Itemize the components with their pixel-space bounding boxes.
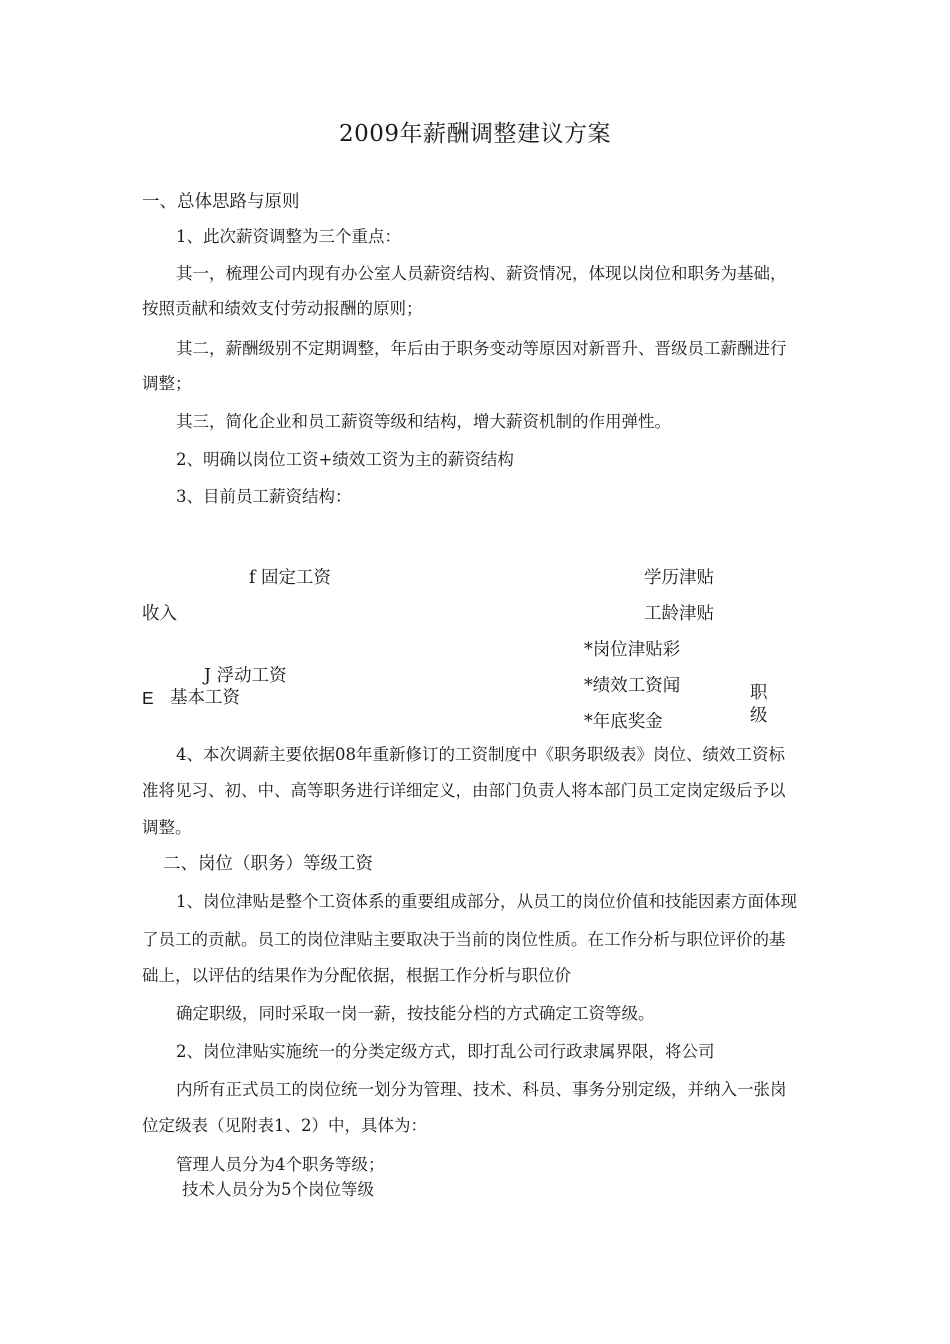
- item4-line3: 调整。: [142, 818, 192, 837]
- section2-p2-line1: 2、岗位津贴实施统一的分类定级方式，即打乱公司行政隶属界限，将公司: [176, 1042, 715, 1061]
- section1-item2: 2、明确以岗位工资+绩效工资为主的薪资结构: [176, 450, 514, 469]
- section1-point1-line2: 按照贡献和绩效支付劳动报酬的原则；: [142, 299, 423, 318]
- rank-char-2: 级: [750, 706, 768, 726]
- fixed-wage-label: f 固定工资: [249, 568, 332, 588]
- item4-line1: 4、本次调薪主要依据08年重新修订的工资制度中《职务职级表》岗位、绩效工资标: [176, 745, 785, 764]
- section2-p1-line4: 确定职级，同时采取一岗一薪，按技能分档的方式确定工资等级。: [176, 1004, 655, 1023]
- year-end-bonus-label: *年底奖金: [584, 712, 663, 732]
- mgmt-levels: 管理人员分为4个职务等级；: [176, 1155, 385, 1174]
- section1-item1: 1、此次薪资调整为三个重点：: [176, 227, 401, 246]
- e-marker: E: [142, 688, 154, 708]
- section1-point3: 其三，简化企业和员工薪资等级和结构，增大薪资机制的作用弹性。: [176, 412, 671, 431]
- section1-point1-line1: 其一，梳理公司内现有办公室人员薪资结构、薪资情况，体现以岗位和职务为基础，: [176, 264, 787, 283]
- item4-line2: 准将见习、初、中、高等职务进行详细定义，由部门负责人将本部门员工定岗定级后予以: [142, 781, 786, 800]
- document-title: 2009年薪酬调整建议方案: [338, 121, 612, 147]
- income-label: 收入: [142, 604, 177, 624]
- tech-levels: 技术人员分为5个岗位等级: [182, 1180, 374, 1199]
- section2-p1-line3: 础上，以评估的结果作为分配依据，根据工作分析与职位价: [142, 966, 571, 985]
- floating-wage-label: J 浮动工资: [204, 666, 287, 686]
- section2-p1-line2: 了员工的贡献。员工的岗位津贴主要取决于当前的岗位性质。在工作分析与职位评价的基: [142, 930, 786, 949]
- performance-wage-label: *绩效工资闻: [584, 676, 681, 696]
- section2-p1-line1: 1、岗位津贴是整个工资体系的重要组成部分，从员工的岗位价值和技能因素方面体现: [176, 892, 797, 911]
- section2-p2-line2: 内所有正式员工的岗位统一划分为管理、技术、科员、事务分别定级，并纳入一张岗: [176, 1080, 787, 1099]
- section1-point2-line2: 调整；: [142, 374, 192, 393]
- section1-item3: 3、目前员工薪资结构：: [176, 487, 352, 506]
- section1-heading: 一、总体思路与原则: [142, 192, 300, 212]
- basic-wage-label: 基本工资: [170, 688, 240, 708]
- section2-p2-line3: 位定级表（见附表1、2）中，具体为：: [142, 1116, 427, 1135]
- rank-char-1: 职: [750, 683, 768, 703]
- education-allowance-label: 学历津贴: [644, 568, 714, 588]
- section1-point2-line1: 其二，薪酬级别不定期调整，年后由于职务变动等原因对新晋升、晋级员工薪酬进行: [176, 339, 787, 358]
- post-allowance-label: *岗位津贴彩: [584, 640, 681, 660]
- seniority-allowance-label: 工龄津贴: [644, 604, 714, 624]
- section2-heading: 二、岗位（职务）等级工资: [163, 854, 373, 874]
